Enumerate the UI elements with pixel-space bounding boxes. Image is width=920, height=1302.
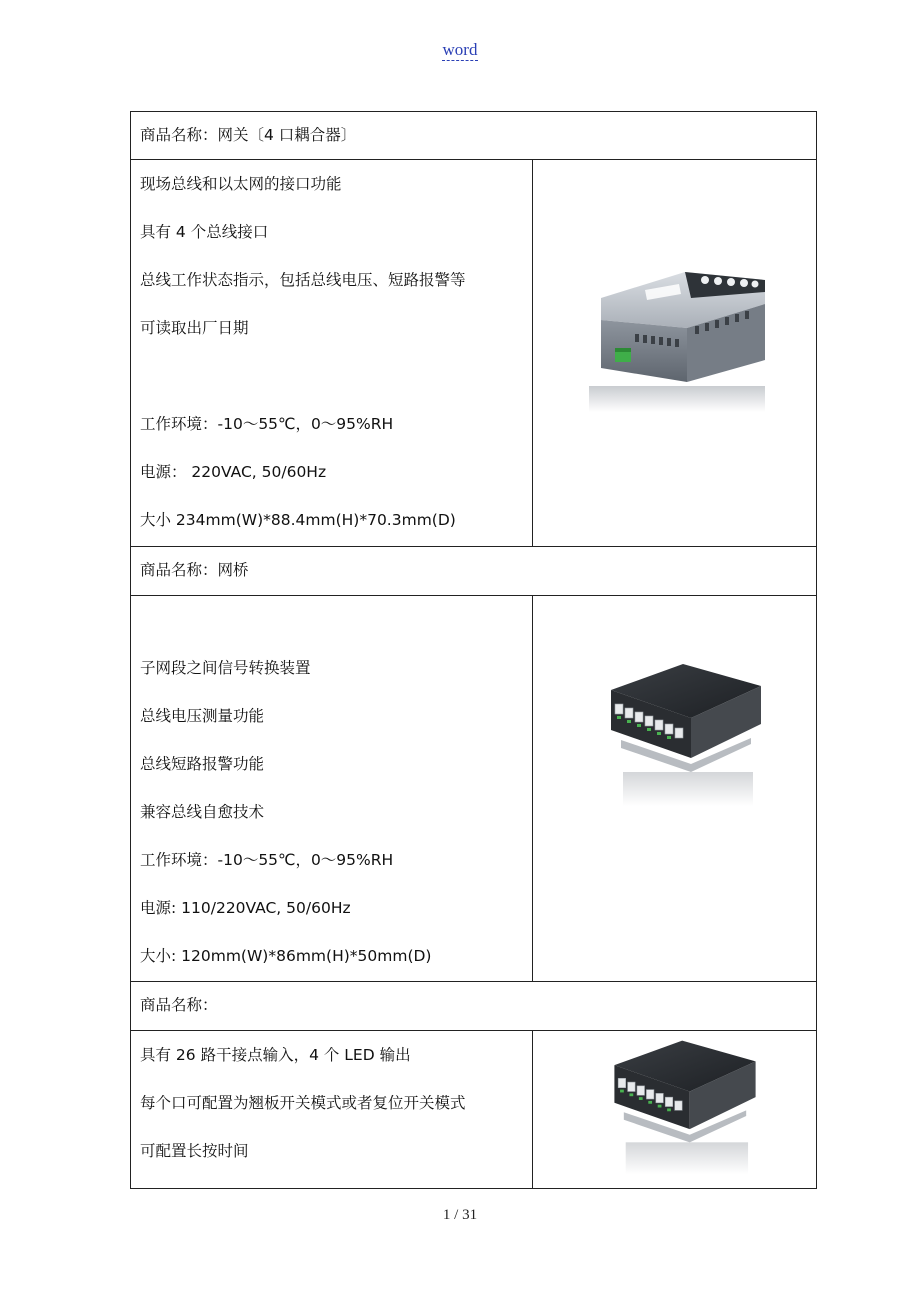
feature-line: 子网段之间信号转换装置 [140, 659, 311, 677]
product-2-name: 商品名称：网桥 [131, 547, 817, 596]
feature-line: 大小 234mm(W)*88.4mm(H)*70.3mm(D) [140, 511, 456, 529]
feature-line: 可读取出厂日期 [140, 319, 249, 337]
feature-line: 大小: 120mm(W)*86mm(H)*50mm(D) [140, 947, 432, 965]
product-2-features [131, 596, 533, 982]
feature-line: 兼容总线自愈技术 [140, 803, 265, 821]
product-spec-table [130, 111, 817, 1189]
feature-line: 具有 4 个总线接口 [140, 223, 269, 241]
input-module-device-image [605, 1035, 765, 1180]
product-3-name: 商品名称： [131, 982, 817, 1031]
bridge-module-device-image [601, 660, 771, 810]
product-1-image-cell [533, 160, 817, 547]
product-1-features [131, 160, 533, 547]
feature-line: 现场总线和以太网的接口功能 [140, 175, 342, 193]
feature-line: 电源： 220VAC, 50/60Hz [140, 463, 327, 481]
feature-line [140, 596, 532, 644]
product-1-detail-row [131, 160, 817, 547]
feature-line: 电源: 110/220VAC, 50/60Hz [140, 899, 351, 917]
product-3-image-cell [533, 1031, 817, 1189]
feature-line: 总线工作状态指示，包括总线电压、短路报警等 [140, 271, 466, 289]
din-rail-gateway-device-image [575, 264, 775, 414]
product-2-name-row [131, 547, 817, 596]
feature-line: 工作环境：-10～55℃，0～95%RH [140, 415, 394, 433]
feature-line: 工作环境：-10～55℃，0～95%RH [140, 851, 394, 869]
feature-line: 具有 26 路干接点输入，4 个 LED 输出 [140, 1046, 411, 1064]
feature-line: 总线电压测量功能 [140, 707, 265, 725]
product-1-name: 商品名称：网关〔4 口耦合器〕 [131, 112, 817, 160]
product-2-image-cell [533, 596, 817, 982]
feature-line [140, 352, 532, 400]
header-link-text[interactable]: word [442, 40, 478, 59]
product-3-features [131, 1031, 533, 1189]
product-1-name-row [131, 112, 817, 160]
feature-line: 每个口可配置为翘板开关模式或者复位开关模式 [140, 1094, 466, 1112]
product-3-detail-row [131, 1031, 817, 1189]
feature-line: 总线短路报警功能 [140, 755, 265, 773]
header-word-link[interactable] [0, 40, 920, 60]
page-number: 1 / 31 [442, 1207, 478, 1223]
feature-line: 可配置长按时间 [140, 1142, 249, 1160]
product-2-detail-row [131, 596, 817, 982]
product-3-name-row [131, 982, 817, 1031]
